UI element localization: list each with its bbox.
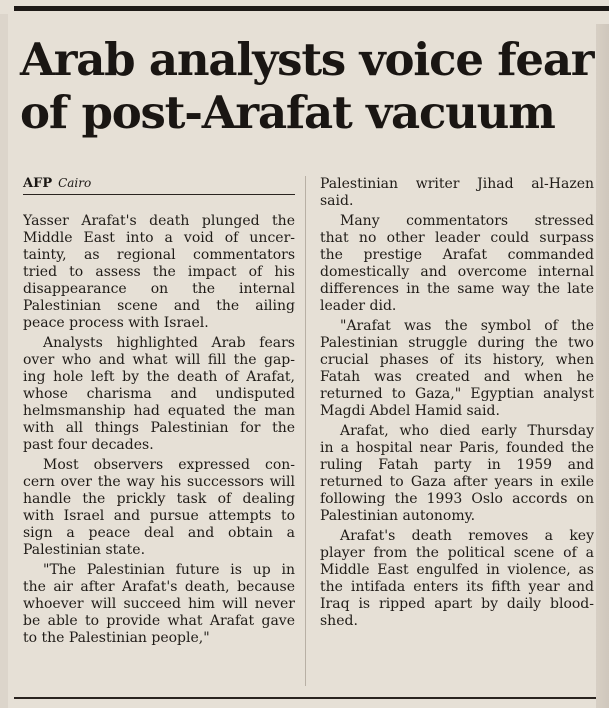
paragraph (23, 335, 295, 454)
bottom-rule (14, 697, 596, 699)
text-line: ing hole left by the death of Arafat, (23, 369, 295, 385)
paragraph (320, 318, 594, 420)
headline-line-2: of post-Arafat vacuum (20, 86, 555, 139)
text-line: cern over the way his successors will (23, 474, 295, 490)
text-line: Palestinian struggle during the two (320, 335, 594, 351)
paragraph (320, 213, 594, 315)
text-line: the air after Arafat's death, because (23, 579, 295, 595)
text-line: Palestinian scene and the ailing (23, 298, 295, 314)
text-line: "Arafat was the symbol of the (340, 318, 594, 334)
headline (20, 33, 595, 139)
text-line: disappearance on the internal (23, 281, 295, 297)
text-line: to the Palestinian people," (23, 630, 210, 646)
byline-agency: AFP (23, 176, 53, 191)
byline-rule (23, 194, 295, 195)
text-line: sign a peace deal and obtain a (23, 525, 295, 541)
page-edge-right (596, 24, 609, 708)
text-line: the intifada enters its fifth year and (320, 579, 594, 595)
article-column-right (320, 176, 594, 633)
byline (23, 175, 91, 192)
text-line: over who and what will fill the gap- (23, 352, 295, 368)
paragraph (320, 528, 594, 630)
text-line: tainty, as regional commentators (23, 247, 295, 263)
text-line: ruling Fatah party in 1959 and (320, 457, 594, 473)
text-line: past four decades. (23, 437, 154, 453)
top-rule (14, 6, 609, 11)
text-line: handle the prickly task of dealing (23, 491, 295, 507)
byline-location: Cairo (58, 176, 92, 190)
column-divider (305, 176, 306, 686)
text-line: domestically and overcome internal (320, 264, 594, 280)
text-line: crucial phases of its history, when (320, 352, 594, 368)
text-line: tried to assess the impact of his (23, 264, 295, 280)
article-column-left (23, 213, 295, 650)
text-line: Many commentators stressed (340, 213, 594, 229)
text-line: the prestige Arafat commanded (320, 247, 594, 263)
paragraph (23, 213, 295, 332)
text-line: in a hospital near Paris, founded the (320, 440, 594, 456)
text-line: Middle East engulfed in violence, as (320, 562, 594, 578)
text-line: Middle East into a void of uncer- (23, 230, 295, 246)
text-line: Magdi Abdel Hamid said. (320, 403, 500, 419)
text-line: returned to Gaza," Egyptian analyst (320, 386, 594, 402)
paragraph (23, 457, 295, 559)
text-line: that no other leader could surpass (320, 230, 594, 246)
paragraph (320, 423, 594, 525)
paragraph (23, 562, 295, 647)
text-line: Analysts highlighted Arab fears (43, 335, 295, 351)
text-line: Arafat's death removes a key (340, 528, 594, 544)
text-line: returned to Gaza after years in exile (320, 474, 594, 490)
text-line: leader did. (320, 298, 397, 314)
text-line: Most observers expressed con- (43, 457, 295, 473)
text-line: player from the political scene of a (320, 545, 594, 561)
text-line: Iraq is ripped apart by daily blood- (320, 596, 594, 612)
text-line: whoever will succeed him will never (23, 596, 295, 612)
text-line: differences in the same way the late (320, 281, 594, 297)
text-line: said. (320, 193, 354, 209)
headline-line-1: Arab analysts voice fear (20, 33, 594, 86)
page-edge-left (0, 14, 8, 708)
paragraph (320, 176, 594, 210)
text-line: whose charisma and undisputed (23, 386, 295, 402)
text-line: shed. (320, 613, 358, 629)
text-line: Yasser Arafat's death plunged the (23, 213, 295, 229)
text-line: Palestinian state. (23, 542, 146, 558)
text-line: with all things Palestinian for the (23, 420, 295, 436)
text-line: Arafat, who died early Thursday (340, 423, 594, 439)
text-line: Fatah was created and when he (320, 369, 594, 385)
text-line: with Israel and pursue attempts to (23, 508, 295, 524)
text-line: helmsmanship had equated the man (23, 403, 295, 419)
text-line: following the 1993 Oslo accords on (320, 491, 594, 507)
text-line: Palestinian autonomy. (320, 508, 476, 524)
text-line: Palestinian writer Jihad al-Hazen (320, 176, 594, 192)
text-line: be able to provide what Arafat gave (23, 613, 295, 629)
text-line: peace process with Israel. (23, 315, 209, 331)
text-line: "The Palestinian future is up in (43, 562, 295, 578)
